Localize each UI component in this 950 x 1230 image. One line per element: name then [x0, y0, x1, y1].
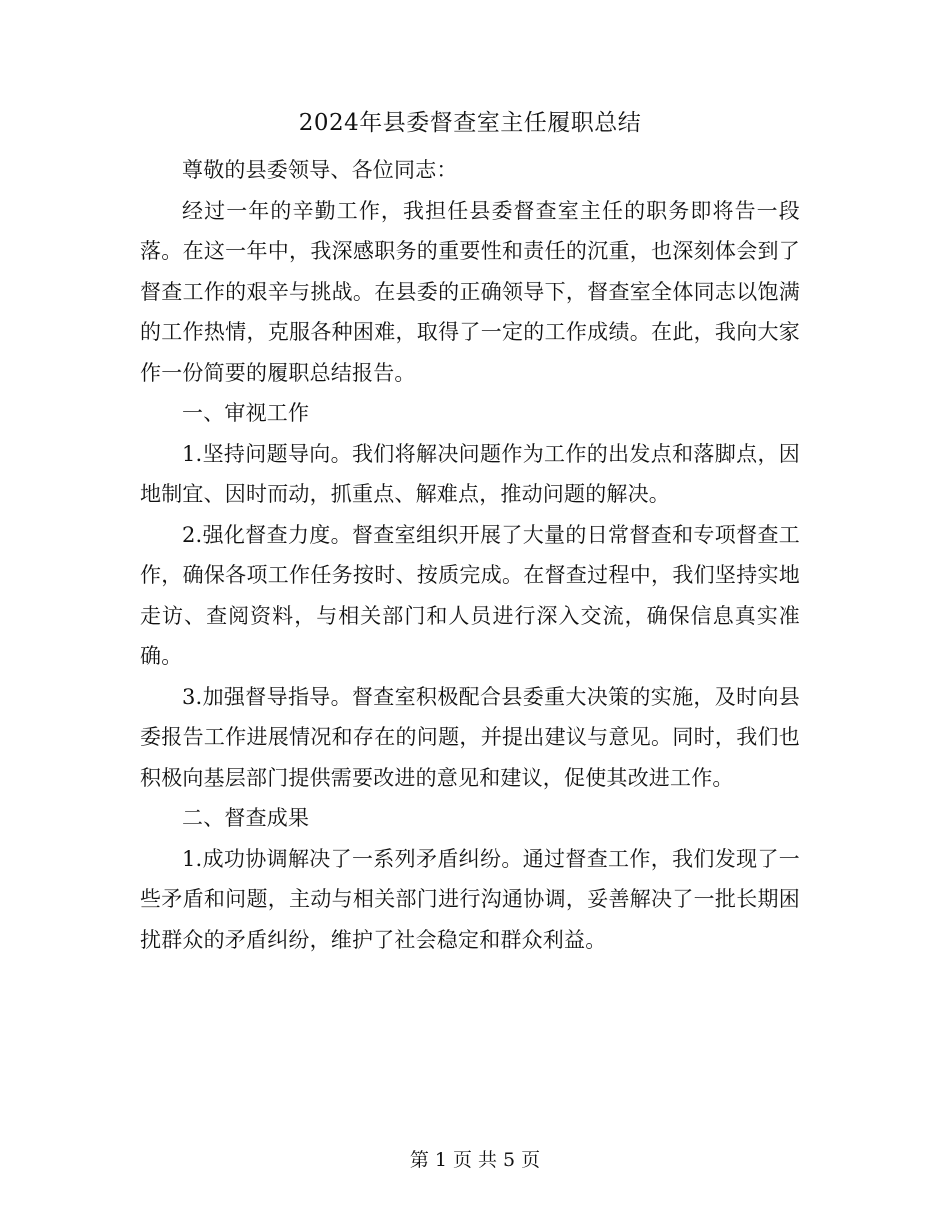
- document-title: 2024年县委督查室主任履职总结: [298, 110, 642, 136]
- salutation: 尊敬的县委领导、各位同志：: [182, 158, 458, 182]
- section-heading-results: 二、督查成果: [182, 806, 310, 830]
- page-number-label: 第 1 页 共 5 页: [409, 1149, 541, 1171]
- paragraph-guidance: 3.加强督导指导。督查室积极配合县委重大决策的实施，及时向县委报告工作进展情况和存在的问题，并提出建议与意见。同时，我们也积极向基层部门提供需要改进的意见和建议，促使其改进工作。: [140, 684, 800, 790]
- paragraph-problem-oriented: 1.坚持问题导向。我们将解决问题作为工作的出发点和落脚点，因地制宜、因时而动，抓重点、解难点，推动问题的解决。: [140, 441, 800, 506]
- paragraph-strengthen-inspection: 2.强化督查力度。督查室组织开展了大量的日常督查和专项督查工作，确保各项工作任务按时、按质完成。在督查过程中，我们坚持实地走访、查阅资料，与相关部门和人员进行深入交流，确保信息真实准确。: [140, 522, 800, 668]
- intro-paragraph: 经过一年的辛勤工作，我担任县委督查室主任的职务即将告一段落。在这一年中，我深感职务的重要性和责任的沉重，也深刻体会到了督查工作的艰辛与挑战。在县委的正确领导下，督查室全体同志以饱满的工作热情，克服各种困难，取得了一定的工作成绩。在此，我向大家作一份简要的履职总结报告。: [140, 198, 800, 385]
- paragraph-dispute-resolution: 1.成功协调解决了一系列矛盾纠纷。通过督查工作，我们发现了一些矛盾和问题，主动与相关部门进行沟通协调，妥善解决了一批长期困扰群众的矛盾纠纷，维护了社会稳定和群众利益。: [140, 846, 800, 952]
- document-body: [140, 102, 800, 960]
- section-heading-review: 一、审视工作: [182, 401, 310, 425]
- page-number-footer: [0, 1146, 950, 1174]
